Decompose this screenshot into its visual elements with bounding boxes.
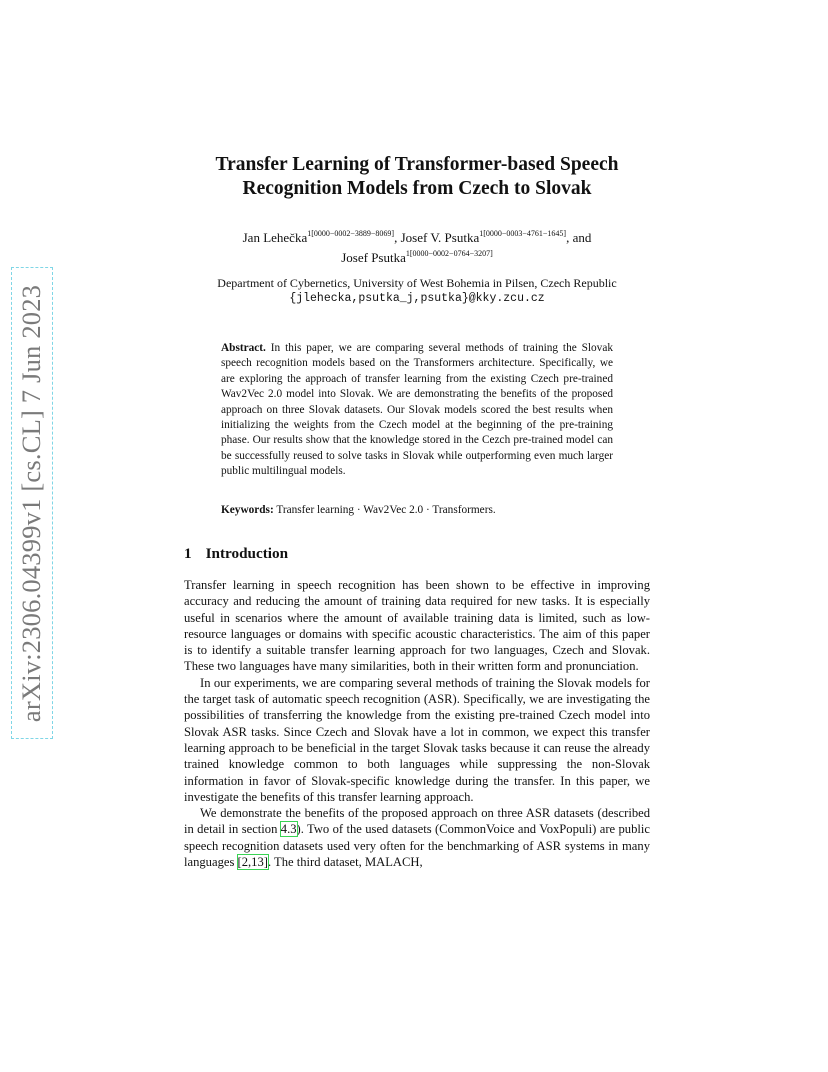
- abstract-label: Abstract.: [221, 342, 266, 354]
- arxiv-identifier-stamp[interactable]: [12, 268, 52, 738]
- keywords-label: Keywords:: [221, 504, 274, 516]
- paragraph-3: [184, 805, 650, 870]
- affiliation: Department of Cybernetics, University of West Bohemia in Pilsen, Czech Republic: [217, 276, 617, 290]
- keywords-text: Transfer learning · Wav2Vec 2.0 · Transformers.: [276, 504, 496, 516]
- author-1-orcid[interactable]: 1[0000−0002−3889−8069]: [307, 229, 395, 238]
- author-line-1: [150, 228, 684, 248]
- author-line-2: [150, 248, 684, 268]
- author-3-name: Josef Psutka: [341, 250, 406, 265]
- section-title: Introduction: [205, 545, 289, 562]
- section-heading: [184, 544, 288, 564]
- section-reference-link[interactable]: 4.3: [280, 822, 297, 837]
- citation-link[interactable]: [2,13]: [237, 855, 268, 870]
- author-list: [150, 228, 684, 268]
- paper-title: [150, 153, 684, 201]
- paragraph-3-text-c: . The third dataset, MALACH,: [267, 855, 423, 870]
- author-and: , and: [566, 230, 592, 245]
- paragraph-1: Transfer learning in speech recognition has been shown to be effective in improving accuracy and reducing the amount of training data required for new tasks. It is especially useful in scenarios where the amount of available training data is limited, such as low-resource languages or domains with specific acoustic characteristics. The aim of this paper is to identify a suitable transfer learning approach for two languages, Czech and Slovak. These two languages have many similarities, both in their written form and pronunciation.: [184, 578, 650, 674]
- section-number: 1: [184, 545, 192, 562]
- author-3-orcid[interactable]: 1[0000−0002−0764−3207]: [405, 249, 493, 258]
- keywords: [221, 503, 613, 518]
- title-line-1: Transfer Learning of Transformer-based Speech: [215, 154, 619, 175]
- section-body: [184, 577, 650, 870]
- arxiv-identifier-text: arXiv:2306.04399v1 [cs.CL] 7 Jun 2023: [16, 284, 47, 722]
- affiliation-block: [150, 275, 684, 307]
- paragraph-3-text-a: We demonstrate the benefits of the proposed approach on three ASR datasets (described in detail in section: [184, 806, 650, 837]
- title-line-2: Recognition Models from Czech to Slovak: [242, 178, 592, 199]
- author-2-name: , Josef V. Psutka: [394, 230, 480, 245]
- paragraph-2: In our experiments, we are comparing several methods of training the Slovak models for the target task of automatic speech recognition (ASR). Specifically, we are investigating the possibilities of transferring the knowledge from the existing pre-trained Czech model into Slovak ASR tasks. Since Czech and Slovak have a lot in common, we expect this transfer learning approach to be beneficial in the target Slovak tasks because it can reuse the already trained knowledge common to both languages while suppressing the non-Slovak information in favor of Slovak-specific knowledge during the transfer. In this paper, we investigate the benefits of this transfer learning approach.: [184, 675, 650, 804]
- author-emails: {jlehecka,psutka_j,psutka}@kky.zcu.cz: [289, 292, 545, 305]
- abstract: [221, 341, 613, 480]
- author-2-orcid[interactable]: 1[0000−0003−4761−1645]: [479, 229, 567, 238]
- paragraph-3-text-b: ). Two of the used datasets (CommonVoice and VoxPopuli) are public speech recognition datasets used very often for the benchmarking of ASR systems in many languages: [184, 822, 650, 870]
- author-1-name: Jan Lehečka: [242, 230, 308, 245]
- abstract-text: In this paper, we are comparing several methods of training the Slovak speech recognition models based on the Transformers architecture. Specifically, we are exploring the approach of transfer learning from the existing Czech pre-trained Wav2Vec 2.0 model into Slovak. We are demonstrating the benefits of the proposed approach on three Slovak datasets. Our Slovak models scored the best results when initializing the weights from the Czech model at the beginning of the pre-training phase. Our results show that the knowledge stored in the Cezch pre-trained model can be successfully reused to solve tasks in Slovak while outperforming even much larger public multilingual models.: [221, 342, 613, 478]
